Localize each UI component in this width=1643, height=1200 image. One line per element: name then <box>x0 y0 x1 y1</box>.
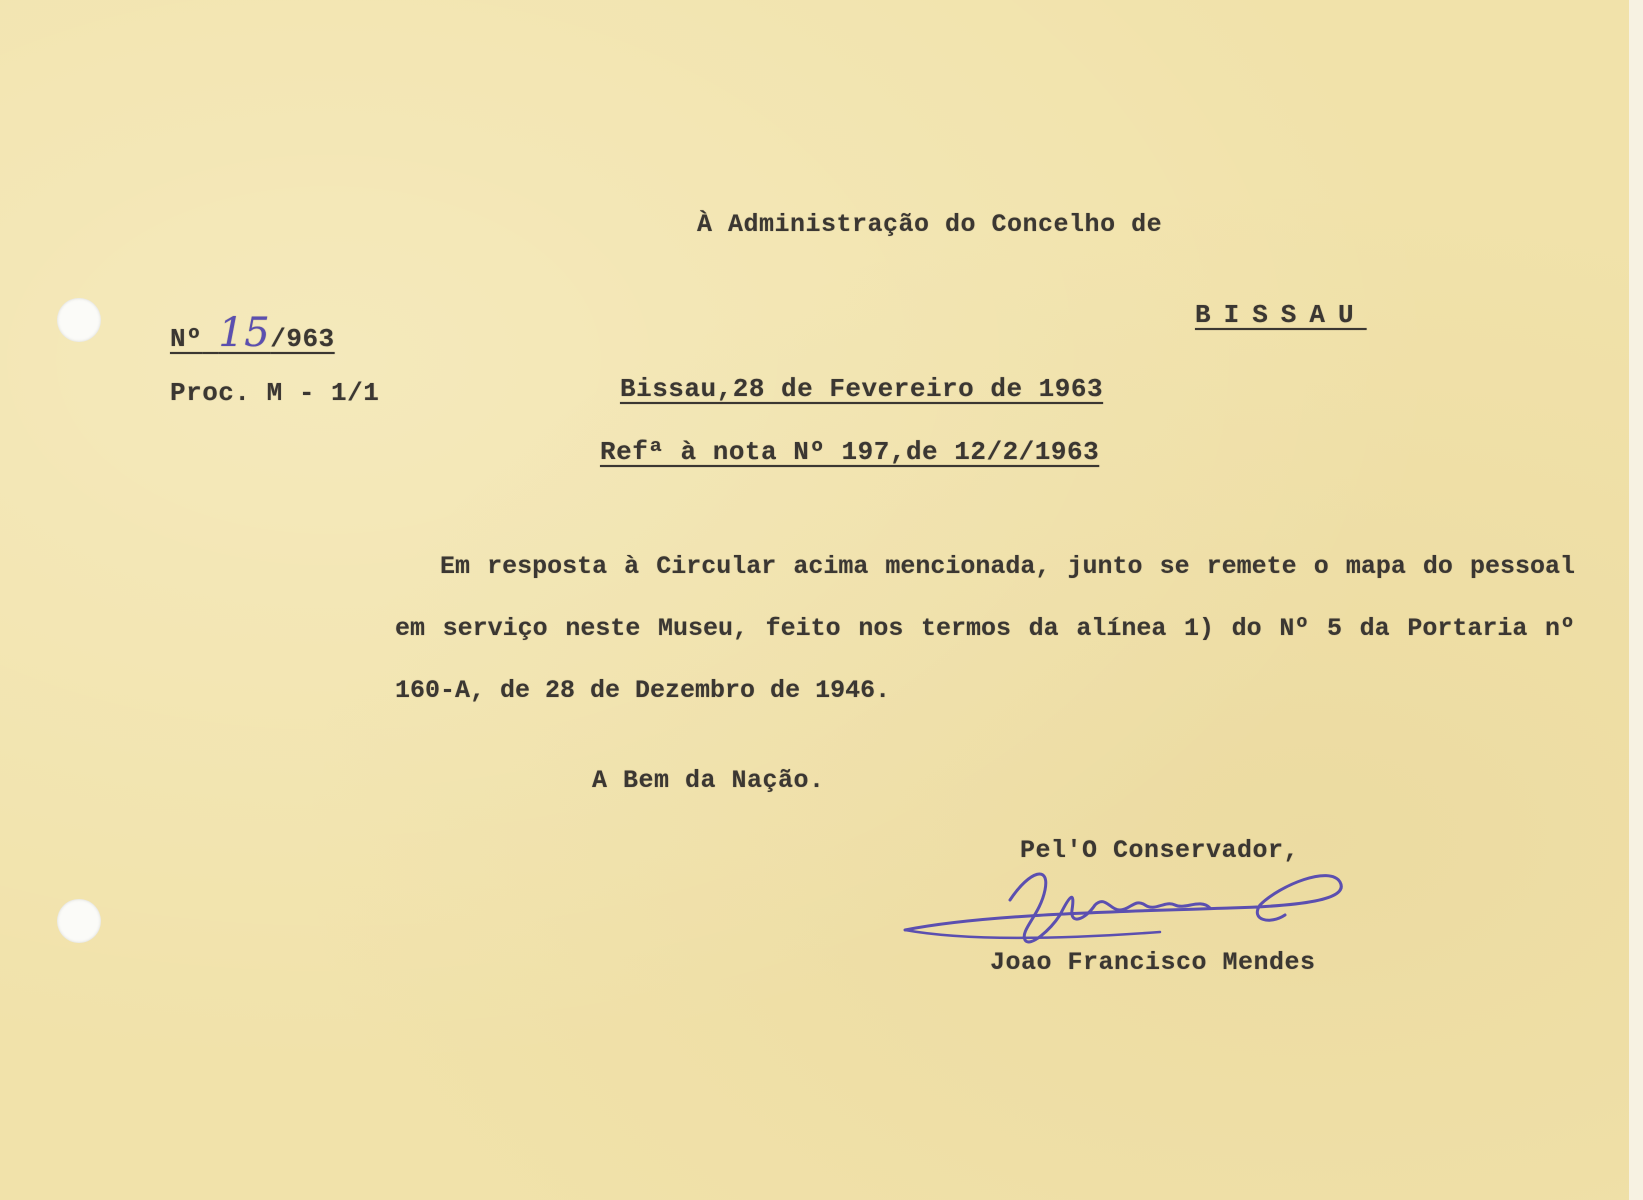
reference-prefix: Nº <box>170 324 203 354</box>
punch-hole-top <box>57 298 101 342</box>
reference-number <box>170 310 335 356</box>
reference-number-handwritten: 15 <box>218 310 271 356</box>
signoff-line: Pel'O Conservador, <box>1020 836 1300 865</box>
closing-line: A Bem da Nação. <box>592 766 825 795</box>
date-line: Bissau,28 de Fevereiro de 1963 <box>620 374 1104 404</box>
signatory-name: Joao Francisco Mendes <box>990 948 1316 977</box>
reference-year: /963 <box>270 324 335 354</box>
punch-hole-bottom <box>57 899 101 943</box>
addressee-city: BISSAU <box>1195 300 1367 330</box>
reference-line: Refª à nota Nº 197,de 12/2/1963 <box>600 437 1100 467</box>
addressee-line: À Administração do Concelho de <box>697 210 1163 239</box>
paper-edge <box>1629 0 1643 1200</box>
body-paragraph: Em resposta à Circular acima mencionada, junto se remete o mapa do pessoal em serviço neste Museu, feito nos termos da alínea 1) do Nº 5 da Portaria nº 160-A, de 28 de Dezembro de 1946. <box>395 552 1575 705</box>
process-reference: Proc. M - 1/1 <box>170 378 380 408</box>
